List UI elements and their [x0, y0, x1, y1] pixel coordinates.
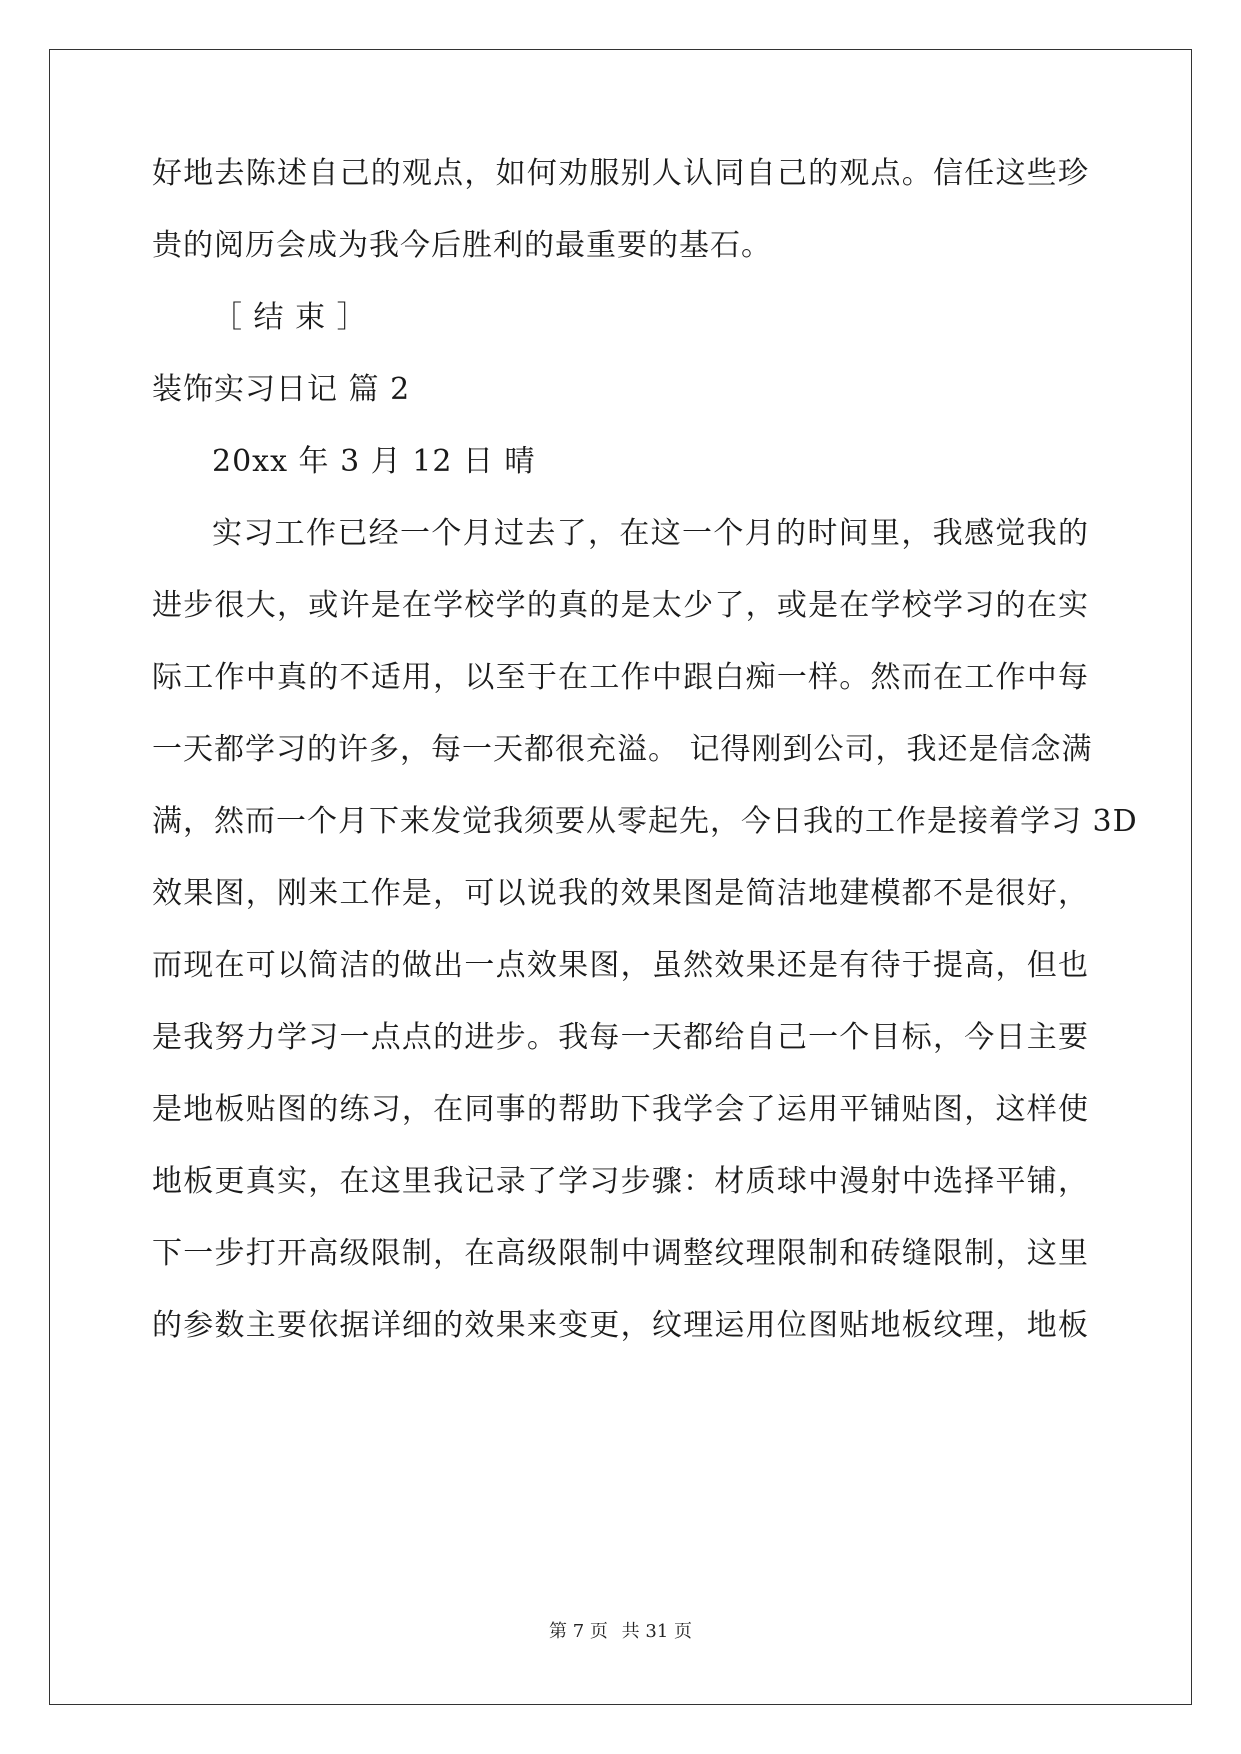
paragraph-line: 进步很大，或许是在学校学的真的是太少了，或是在学校学习的在实 — [152, 588, 1089, 623]
paragraph-line: 地板更真实，在这里我记录了学习步骤：材质球中漫射中选择平铺， — [152, 1164, 1089, 1199]
paragraph-line: 是我努力学习一点点的进步。我每一天都给自己一个目标，今日主要 — [152, 1020, 1089, 1055]
paragraph-line: 下一步打开高级限制，在高级限制中调整纹理限制和砖缝限制，这里 — [152, 1236, 1089, 1271]
page-footer — [0, 1620, 1241, 1644]
paragraph-line: 贵的阅历会成为我今后胜利的最重要的基石。 — [152, 228, 772, 263]
paragraph-line: 实习工作已经一个月过去了，在这一个月的时间里，我感觉我的 — [212, 516, 1089, 551]
paragraph-line: 满，然而一个月下来发觉我须要从零起先，今日我的工作是接着学习 3D — [152, 804, 1138, 839]
end-marker: ［ 结 束 ］ — [212, 300, 368, 335]
paragraph-line: 一天都学习的许多，每一天都很充溢。 记得刚到公司，我还是信念满 — [152, 732, 1093, 767]
paragraph-line: 是地板贴图的练习，在同事的帮助下我学会了运用平铺贴图，这样使 — [152, 1092, 1089, 1127]
paragraph-line: 好地去陈述自己的观点，如何劝服别人认同自己的观点。信任这些珍 — [152, 156, 1089, 191]
paragraph-line: 而现在可以简洁的做出一点效果图，虽然效果还是有待于提高，但也 — [152, 948, 1089, 983]
paragraph-line: 效果图，刚来工作是，可以说我的效果图是简洁地建模都不是很好， — [152, 876, 1089, 911]
page-total: 共 31 页 — [621, 1621, 692, 1642]
section-heading: 装饰实习日记 篇 2 — [152, 372, 411, 407]
paragraph-line: 际工作中真的不适用，以至于在工作中跟白痴一样。然而在工作中每 — [152, 660, 1089, 695]
diary-date: 20xx 年 3 月 12 日 晴 — [212, 444, 536, 479]
page-number: 第 7 页 — [549, 1621, 608, 1642]
paragraph-line: 的参数主要依据详细的效果来变更，纹理运用位图贴地板纹理，地板 — [152, 1308, 1089, 1343]
